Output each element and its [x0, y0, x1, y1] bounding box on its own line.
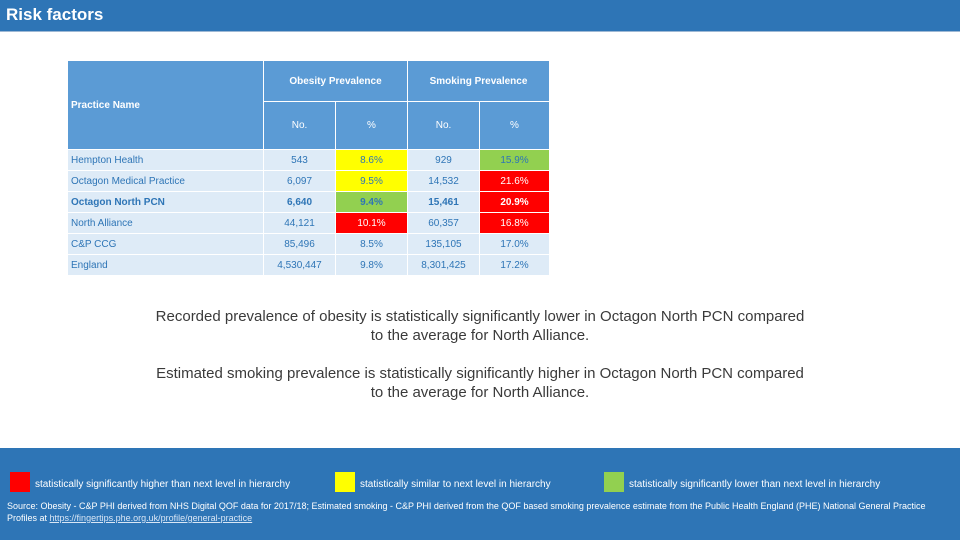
table-body	[68, 150, 550, 276]
smoking-no-cell: 60,357	[408, 213, 480, 234]
smoking-group-header: Smoking Prevalence	[408, 61, 550, 102]
footer-panel	[0, 448, 960, 540]
table-row	[68, 171, 550, 192]
smoking-no-cell: 8,301,425	[408, 255, 480, 276]
page-title: Risk factors	[6, 5, 104, 24]
smoking-pct-cell: 21.6%	[480, 171, 550, 192]
obesity-pct-header: %	[336, 102, 408, 150]
smoking-no-cell: 15,461	[408, 192, 480, 213]
legend-label-similar: statistically similar to next level in hierarchy	[360, 479, 551, 490]
obesity-pct-cell: 9.4%	[336, 192, 408, 213]
source-text: Source: Obesity - C&P PHI derived from NHS Digital QOF data for 2017/18; Estimated smoking - C&P PHI derived from the QOF based smoking prevalence estimate from the Public Health England (PHE) National General Practice Profiles at	[7, 501, 926, 523]
legend-swatch-green	[604, 472, 624, 492]
obesity-pct-cell: 9.5%	[336, 171, 408, 192]
obesity-pct-cell: 8.6%	[336, 150, 408, 171]
smoking-summary-text: Estimated smoking prevalence is statistically significantly higher in Octagon North PCN compared to the average for North Alliance.	[156, 365, 804, 401]
smoking-pct-header: %	[480, 102, 550, 150]
smoking-pct-cell: 20.9%	[480, 192, 550, 213]
obesity-pct-cell: 10.1%	[336, 213, 408, 234]
obesity-pct-cell: 9.8%	[336, 255, 408, 276]
smoking-no-header: No.	[408, 102, 480, 150]
legend-label-lower: statistically significantly lower than next level in hierarchy	[629, 479, 881, 490]
practice-name-header: Practice Name	[68, 61, 264, 150]
table-row	[68, 150, 550, 171]
obesity-group-header: Obesity Prevalence	[264, 61, 408, 102]
practice-name-cell: Hempton Health	[68, 150, 264, 171]
obesity-no-cell: 4,530,447	[264, 255, 336, 276]
smoking-no-cell: 14,532	[408, 171, 480, 192]
table-row	[68, 255, 550, 276]
smoking-pct-cell: 15.9%	[480, 150, 550, 171]
obesity-no-header: No.	[264, 102, 336, 150]
smoking-pct-cell: 17.2%	[480, 255, 550, 276]
table-row	[68, 234, 550, 255]
obesity-no-cell: 543	[264, 150, 336, 171]
obesity-no-cell: 6,640	[264, 192, 336, 213]
obesity-no-cell: 44,121	[264, 213, 336, 234]
legend-swatch-yellow	[335, 472, 355, 492]
table-row	[68, 213, 550, 234]
smoking-no-cell: 135,105	[408, 234, 480, 255]
source-link[interactable]: https://fingertips.phe.org.uk/profile/general-practice	[49, 513, 253, 523]
obesity-no-cell: 6,097	[264, 171, 336, 192]
risk-factors-table	[67, 60, 550, 276]
obesity-pct-cell: 8.5%	[336, 234, 408, 255]
obesity-summary-text: Recorded prevalence of obesity is statistically significantly lower in Octagon North PCN compared to the average for North Alliance.	[155, 308, 805, 344]
legend-swatch-red	[10, 472, 30, 492]
smoking-pct-cell: 17.0%	[480, 234, 550, 255]
practice-name-cell: C&P CCG	[68, 234, 264, 255]
practice-name-cell: Octagon Medical Practice	[68, 171, 264, 192]
practice-name-cell: Octagon North PCN	[68, 192, 264, 213]
legend-label-higher: statistically significantly higher than next level in hierarchy	[35, 479, 291, 490]
header-bar	[0, 0, 960, 32]
practice-name-cell: England	[68, 255, 264, 276]
obesity-no-cell: 85,496	[264, 234, 336, 255]
smoking-no-cell: 929	[408, 150, 480, 171]
source-note	[7, 500, 957, 524]
table-row	[68, 192, 550, 213]
smoking-pct-cell: 16.8%	[480, 213, 550, 234]
practice-name-cell: North Alliance	[68, 213, 264, 234]
